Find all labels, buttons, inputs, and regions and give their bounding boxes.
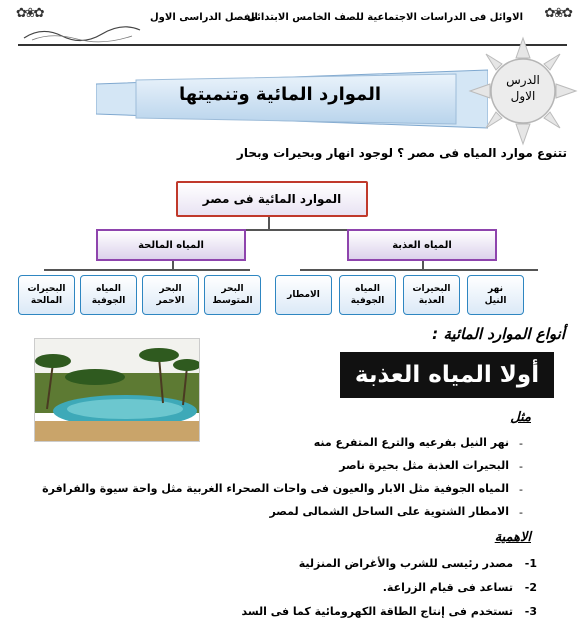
example-item: نهر النيل بفرعيه والترع المتفرع منه bbox=[313, 436, 509, 449]
importance-number: 2- bbox=[524, 581, 537, 594]
example-item: المياه الجوفية مثل الابار والعيون فى واحات الصحراء الغربية مثل واحة سيوة والفرافرة bbox=[42, 482, 509, 495]
leaf-line1: نهر bbox=[488, 284, 503, 294]
leaf-fresh-2 bbox=[403, 275, 460, 315]
leaf-line2: العذبة bbox=[418, 296, 445, 306]
leaf-line2: الاحمر bbox=[156, 296, 185, 306]
lesson-badge-line2: الاول bbox=[510, 89, 536, 103]
lesson-title: الموارد المائية وتنميتها bbox=[178, 84, 382, 105]
bullet-dash: - bbox=[519, 460, 523, 473]
connector bbox=[44, 269, 250, 271]
connector bbox=[268, 217, 270, 229]
leaf-line2: المالحة bbox=[30, 296, 63, 306]
hierarchy-root: الموارد المائية فى مصر bbox=[176, 181, 368, 217]
leaf-line2: المتوسط bbox=[212, 296, 253, 306]
importance-item: مصدر رئيسى للشرب والأغراض المنزلية bbox=[298, 557, 513, 570]
leaf-line1: البحر bbox=[221, 284, 244, 294]
leaf-line1: البحيرات bbox=[27, 284, 66, 294]
example-item: الامطار الشتوية على الساحل الشمالى لمصر bbox=[269, 505, 509, 518]
importance-number: 3- bbox=[524, 605, 537, 618]
leaf-line1: المياه bbox=[355, 284, 380, 294]
importance-item: تستخدم فى إنتاج الطاقة الكهرومائية كما فى السد bbox=[241, 605, 513, 618]
corner-ornament-left: ✿❀✿ bbox=[16, 6, 43, 21]
leaf-salt-1 bbox=[204, 275, 261, 315]
importance-heading: الاهمية bbox=[494, 530, 531, 545]
connector bbox=[422, 261, 424, 269]
lesson-badge bbox=[488, 72, 558, 104]
leaf-salt-3 bbox=[80, 275, 137, 315]
leaf-line2: الجوفية bbox=[350, 296, 385, 306]
leaf-line1: البحيرات bbox=[412, 284, 451, 294]
bullet-dash: - bbox=[519, 483, 523, 496]
corner-ornament-right: ✿❀✿ bbox=[544, 6, 571, 21]
hierarchy-salt-water: المياه المالحة bbox=[96, 229, 246, 261]
leaf-line2: الجوفية bbox=[91, 296, 126, 306]
fresh-water-heading: أولا المياه العذبة bbox=[340, 352, 554, 398]
header-scroll-decoration-icon bbox=[22, 24, 142, 44]
leaf-line2: النيل bbox=[484, 296, 507, 306]
leaf-salt-2 bbox=[142, 275, 199, 315]
leaf-line1: الامطار bbox=[287, 290, 320, 300]
leaf-line1: المياه bbox=[96, 284, 121, 294]
hierarchy-fresh-water: المياه العذبة bbox=[347, 229, 497, 261]
leaf-line1: البحر bbox=[159, 284, 182, 294]
leaf-salt-4 bbox=[18, 275, 75, 315]
example-item: البحيرات العذبة مثل بحيرة ناصر bbox=[339, 459, 509, 472]
leaf-fresh-3 bbox=[339, 275, 396, 315]
header-title: الاوائل فى الدراسات الاجتماعية للصف الخامس الابتدائى bbox=[247, 12, 523, 23]
examples-heading: مثل bbox=[510, 410, 531, 425]
header-term: الفصل الدراسى الاول bbox=[150, 12, 258, 23]
leaf-fresh-4 bbox=[275, 275, 332, 315]
importance-item: تساعد فى قيام الزراعة. bbox=[382, 581, 513, 594]
leaf-fresh-1 bbox=[467, 275, 524, 315]
section-heading: أنواع الموارد المائية : bbox=[432, 325, 565, 343]
importance-number: 1- bbox=[524, 557, 537, 570]
connector bbox=[300, 269, 538, 271]
oasis-photo bbox=[34, 338, 200, 442]
bullet-dash: - bbox=[519, 506, 523, 519]
lesson-badge-line1: الدرس bbox=[506, 73, 540, 87]
connector bbox=[172, 261, 174, 269]
intro-question: تتنوع موارد المياه فى مصر ؟ لوجود انهار وبحيرات وبحار bbox=[236, 146, 567, 160]
bullet-dash: - bbox=[519, 437, 523, 450]
